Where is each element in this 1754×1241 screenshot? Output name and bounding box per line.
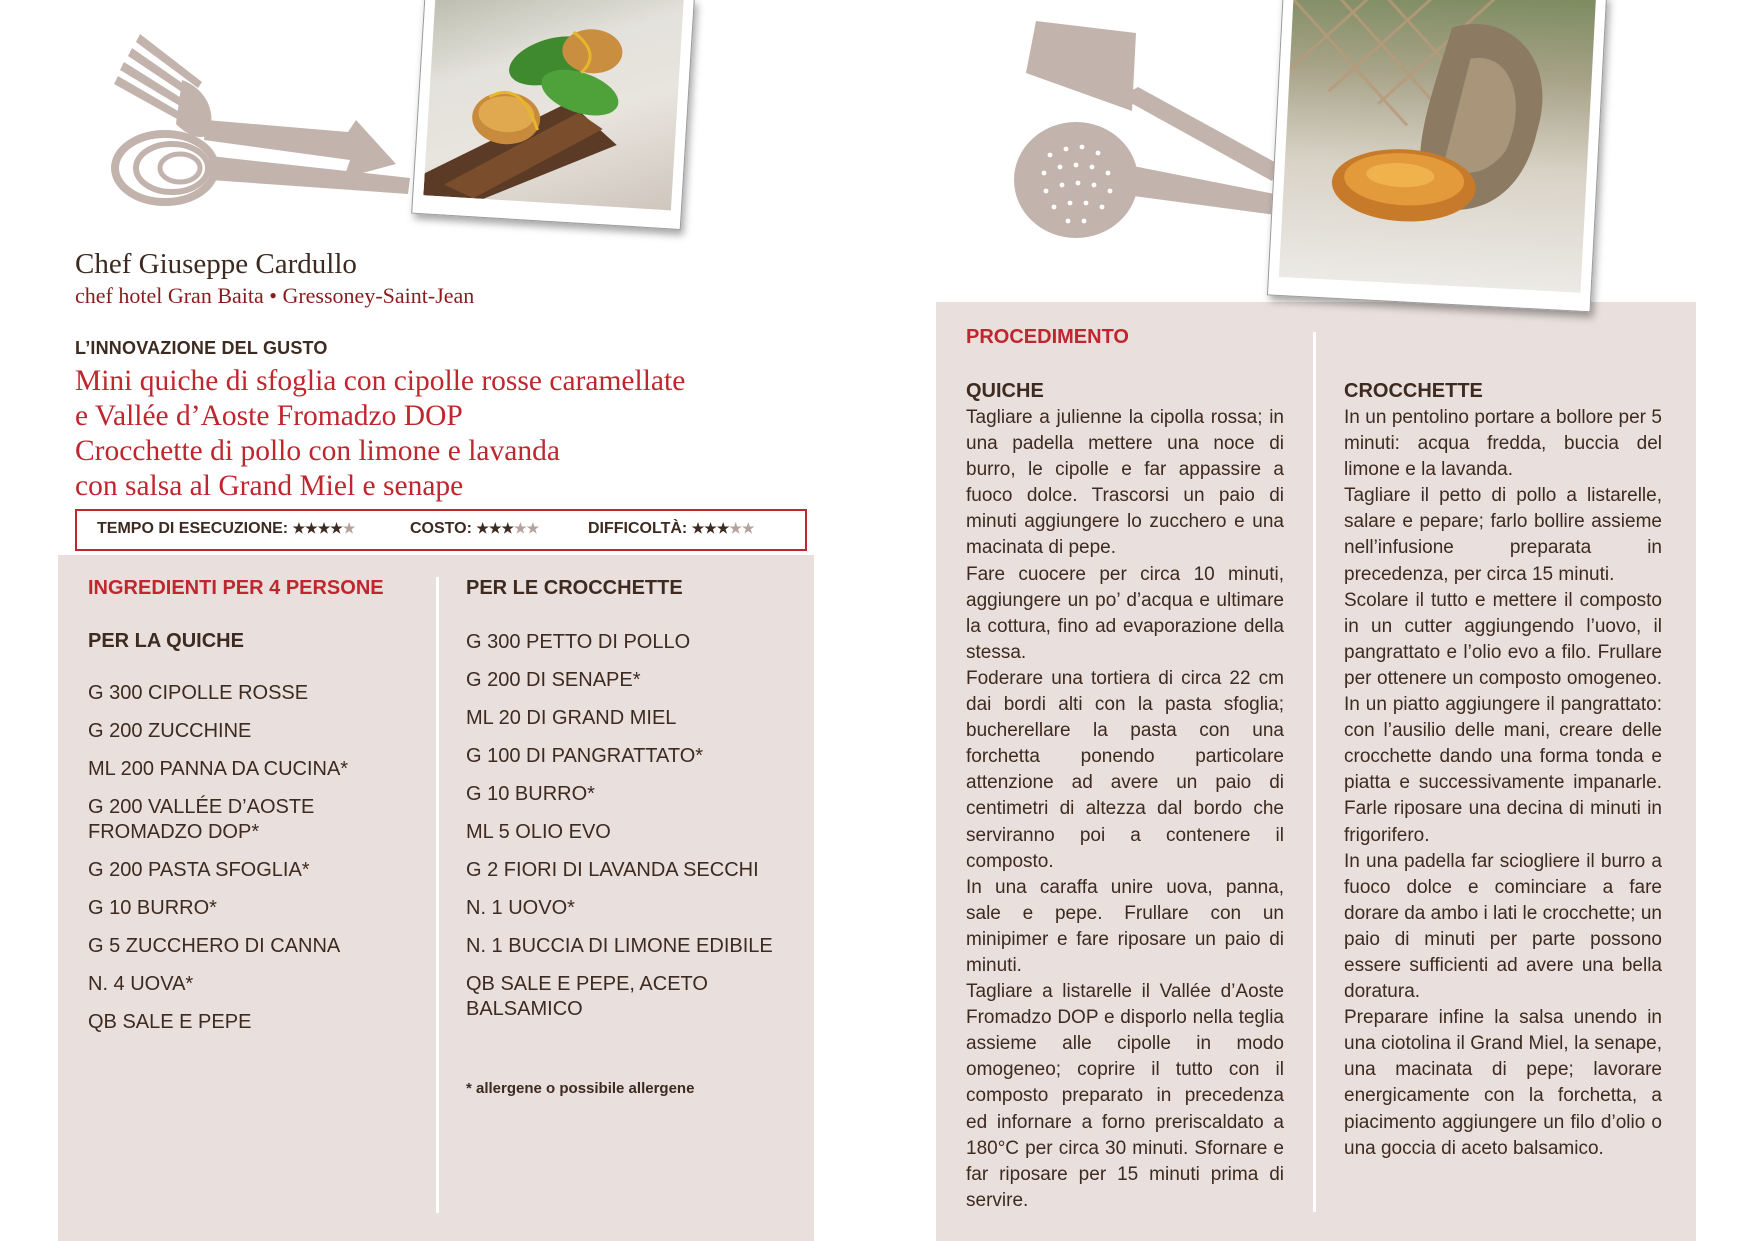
quiche-ingredients-list (88, 681, 388, 1048)
star-filled-icon: ★ (716, 520, 730, 536)
star-empty-icon: ★ (526, 520, 540, 536)
star-filled-icon: ★ (691, 520, 705, 536)
rating-cost-label: COSTO: (410, 520, 472, 537)
ratings-box (75, 509, 807, 551)
procedure-paragraph: Foderare una tortiera di circa 22 cm dai bordi alti con la pasta sfoglia; bucherellare la pasta con una forchetta ponendo particolare attenzione ad avere un paio di centimetri di altezza dal bordo che serviranno poi a contenere il composto. (966, 667, 1284, 872)
rating-time-label: TEMPO DI ESECUZIONE: (97, 520, 289, 537)
column-divider (1313, 332, 1316, 1212)
ingredient-item: G 200 DI SENAPE* (466, 669, 641, 691)
chef-subtitle: chef hotel Gran Baita • Gressoney-Saint-Jean (75, 283, 475, 308)
quiche-ingredients-heading: PER LA QUICHE (88, 630, 244, 652)
rating-difficulty-label: DIFFICOLTÀ: (588, 520, 688, 537)
ingredient-item: G 100 DI PANGRATTATO* (466, 745, 704, 767)
crocchette-ingredients-list (466, 630, 786, 1035)
ingredient-item: G 300 PETTO DI POLLO (466, 631, 691, 653)
ingredients-panel (58, 555, 814, 1241)
star-filled-icon: ★ (704, 520, 717, 536)
ingredients-heading: INGREDIENTI PER 4 PERSONE (88, 577, 384, 599)
rating-difficulty (588, 520, 755, 538)
slotted-spoon-icon (1014, 122, 1310, 238)
procedure-paragraph: Preparare infine la salsa unendo in una ciotolina il Grand Miel, la senape, una macinata di pepe; lavorare energicamente con la forchetta, a piacimento aggiungere un filo d’olio o una goccia di aceto balsamico. (1344, 1007, 1662, 1159)
procedure-paragraph: Tagliare il petto di pollo a listarelle, salare e pepare; farlo bollire assieme nell’infusione preparata in precedenza, per circa 15 minuti. (1344, 485, 1662, 585)
procedure-paragraph: Scolare il tutto e mettere il composto in un cutter aggiungendo l’uovo, il pangrattato e l’olio evo a filo. Frullare per ottenere un composto omogeneo. In un piatto aggiungere il pangrattato: con l’ausilio delle mani, creare delle crocchette dando una forma tonda e piatta e successivamente impanarle. Farle riposare una decina di minuti in frigorifero. (1344, 589, 1662, 846)
star-empty-icon: ★ (741, 520, 755, 536)
procedure-panel (936, 302, 1696, 1241)
title-line: Crocchette di pollo con limone e lavanda (75, 435, 560, 467)
ingredient-item: ML 5 OLIO EVO (466, 821, 611, 843)
allergen-note: * allergene o possibile allergene (466, 1080, 695, 1097)
column-divider (436, 577, 439, 1213)
star-filled-icon: ★ (292, 520, 306, 536)
star-empty-icon: ★ (729, 520, 742, 536)
star-filled-icon: ★ (488, 520, 502, 536)
title-line: Mini quiche di sfoglia con cipolle rosse caramellate (75, 365, 686, 397)
ingredient-item: G 10 BURRO* (466, 783, 595, 805)
star-empty-icon: ★ (342, 520, 356, 536)
star-filled-icon: ★ (305, 520, 318, 536)
crocchette-procedure-heading: CROCCHETTE (1344, 380, 1483, 402)
ingredient-item: G 200 VALLÉE D’AOSTE FROMADZO DOP* (88, 796, 315, 843)
procedure-paragraph: Fare cuocere per circa 10 minuti, aggiungere un po’ d’acqua e ultimare la cottura, fino ad evaporazione della stessa. (966, 563, 1284, 663)
star-filled-icon: ★ (476, 520, 489, 536)
ingredient-item: G 2 FIORI DI LAVANDA SECCHI (466, 859, 759, 881)
ingredient-item: G 200 ZUCCHINE (88, 720, 252, 742)
star-empty-icon: ★ (514, 520, 527, 536)
ingredient-item: N. 4 UOVA* (88, 973, 194, 995)
star-rating (476, 520, 539, 537)
ingredient-item: G 5 ZUCCHERO DI CANNA (88, 935, 341, 957)
quiche-procedure-text (966, 405, 1284, 1214)
star-filled-icon: ★ (501, 520, 515, 536)
procedure-paragraph: In una caraffa unire uova, panna, sale e pepe. Frullare con un minipimer e fare riposare un paio di minuti. (966, 876, 1284, 976)
procedure-paragraph: In una padella far sciogliere il burro a fuoco dolce e cominciare a fare dorare da ambo i lati le crocchette; un paio di minuti per parte possono essere sufficienti ad avere una bella doratura. (1344, 850, 1662, 1003)
star-rating (692, 520, 755, 537)
title-line: con salsa al Grand Miel e senape (75, 470, 464, 502)
procedure-heading: PROCEDIMENTO (966, 326, 1129, 348)
ingredient-item: N. 1 BUCCIA DI LIMONE EDIBILE (466, 935, 773, 957)
dish-photo-crocchette (1267, 0, 1607, 312)
rating-time (97, 520, 355, 538)
ingredient-item: N. 1 UOVO* (466, 897, 575, 919)
procedure-paragraph: In un pentolino portare a bollore per 5 minuti: acqua fredda, buccia del limone e la lavanda. (1344, 407, 1662, 481)
ingredient-item: ML 20 DI GRAND MIEL (466, 707, 677, 729)
procedure-paragraph: Tagliare a listarelle il Vallée d’Aoste Fromadzo DOP e disporlo nella teglia assieme alle cipolle in modo omogeneo; coprire il tutto con il composto preparato in precedenza ed infornare a forno preriscaldato a 180°C per circa 30 minuti. Sfornare e far riposare per 15 minuti prima di servire. (966, 981, 1284, 1211)
star-rating (293, 520, 356, 537)
fork-icon (114, 34, 396, 178)
star-filled-icon: ★ (330, 520, 343, 536)
dish-photo-quiche (411, 0, 695, 230)
rating-cost (410, 520, 539, 538)
star-filled-icon: ★ (317, 520, 331, 536)
quiche-procedure-heading: QUICHE (966, 380, 1044, 402)
recipe-title (75, 364, 685, 504)
title-line: e Vallée d’Aoste Fromadzo DOP (75, 400, 463, 432)
chef-name: Chef Giuseppe Cardullo (75, 248, 357, 280)
procedure-paragraph: Tagliare a julienne la cipolla rossa; in una padella mettere una noce di burro, le cipolle e far appassire a fuoco dolce. Trascorsi un paio di minuti aggiungere lo zucchero e una macinata di pepe. (966, 407, 1284, 559)
crocchette-procedure-text (1344, 405, 1662, 1162)
ingredient-item: G 300 CIPOLLE ROSSE (88, 682, 309, 704)
fork-whisk-illustration (110, 28, 430, 228)
ingredient-item: G 200 PASTA SFOGLIA* (88, 859, 310, 881)
ingredient-item: G 10 BURRO* (88, 897, 217, 919)
crocchette-ingredients-heading: PER LE CROCCHETTE (466, 577, 683, 599)
recipe-kicker: L’INNOVAZIONE DEL GUSTO (75, 338, 328, 358)
ingredient-item: QB SALE E PEPE, ACETO BALSAMICO (466, 973, 708, 1020)
ingredient-item: ML 200 PANNA DA CUCINA* (88, 758, 349, 780)
ingredient-item: QB SALE E PEPE (88, 1011, 252, 1033)
